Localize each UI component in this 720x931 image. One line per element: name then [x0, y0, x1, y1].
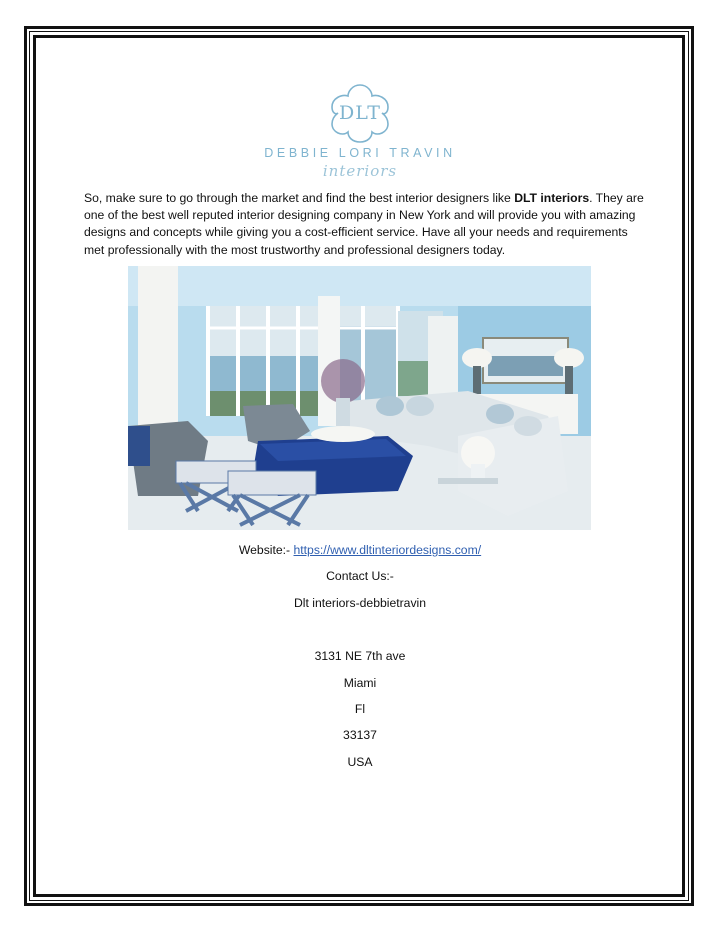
address-country: USA — [347, 755, 373, 769]
logo-monogram: DLT — [339, 102, 381, 124]
website-line — [80, 543, 640, 557]
address-zip: 33137 — [343, 728, 377, 742]
address-state: Fl — [354, 702, 366, 716]
logo-subtitle: interiors — [322, 162, 398, 180]
intro-paragraph — [84, 190, 644, 259]
website-label: Website:- — [238, 543, 294, 557]
website-link[interactable]: https://www.dltinteriordesigns.com/ — [293, 543, 482, 557]
intro-text-end: . They are one of the best well reputed interior designing company in New York and will provide you with amazing designs and concepts while giving you a cost-efficient service. Have all your needs and requirements met professionally with the most trustworthy and professional designers today. — [84, 191, 644, 257]
living-room-photo — [128, 266, 591, 530]
company-name: Dlt interiors-debbietravin — [293, 596, 427, 610]
contact-label: Contact Us:- — [326, 569, 394, 583]
logo-wordmark: DEBBIE LORI TRAVIN — [264, 146, 456, 160]
company-logo — [250, 82, 470, 182]
address-city: Miami — [343, 676, 377, 690]
intro-brand-name: DLT interiors — [514, 191, 590, 205]
intro-text-start: So, make sure to go through the market and find the best interior designers like — [84, 191, 515, 205]
address-street: 3131 NE 7th ave — [314, 649, 406, 663]
